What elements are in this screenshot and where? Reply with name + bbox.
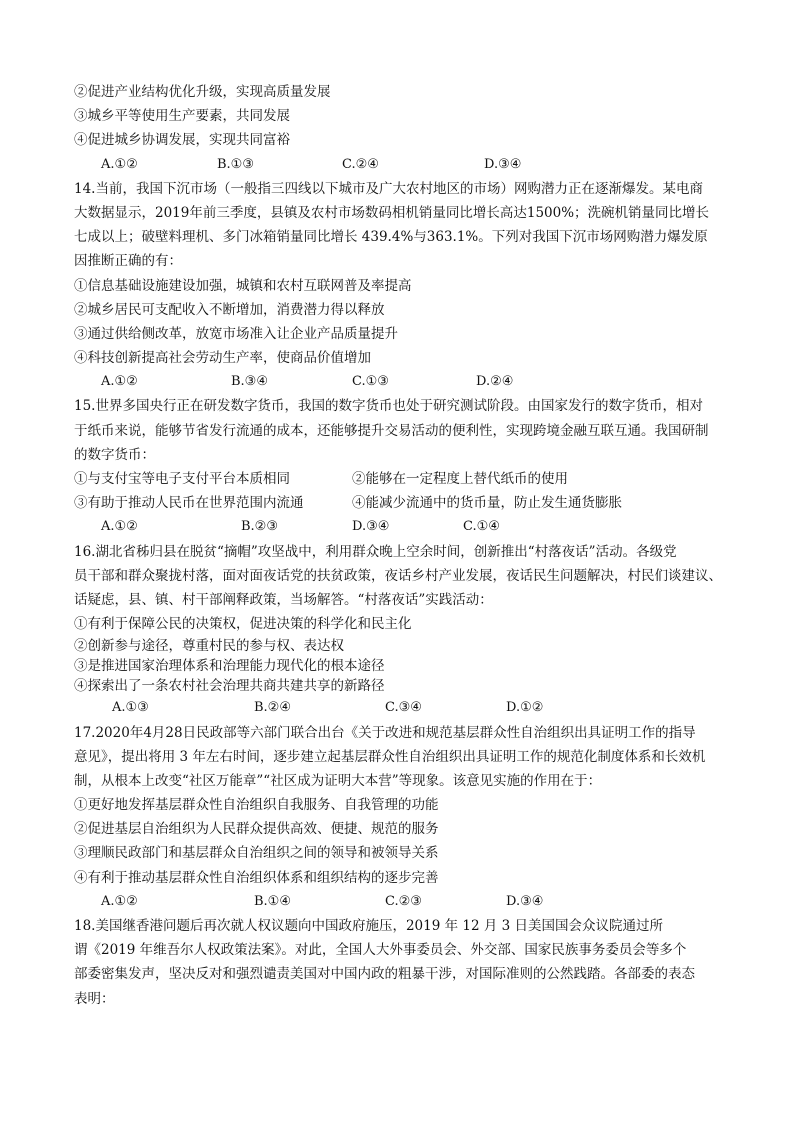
option-line: ④促进城乡协调发展，实现共同富裕 <box>74 132 290 149</box>
exam-page <box>74 80 734 1011</box>
option-line: ③城乡平等使用生产要素，共同发展 <box>74 108 290 125</box>
option-line: ①更好地发挥基层群众性自治组织自我服务、自我管理的功能 <box>74 797 439 814</box>
choice-d: D.③④ <box>506 893 544 909</box>
question-15-choices <box>74 515 734 539</box>
option-line: ④科技创新提高社会劳动生产率，使商品价值增加 <box>74 350 371 367</box>
choice-c: C.①④ <box>463 519 500 535</box>
choice-c: C.②③ <box>385 893 422 909</box>
question-16-choices <box>74 696 734 720</box>
question-stem-line: 14.当前，我国下沉市场（一般指三四线以下城市及广大农村地区的市场）网购潜力正在逐渐爆发。某电商 <box>74 180 703 197</box>
choice-b: B.①④ <box>254 893 291 909</box>
choice-a: A.①② <box>101 519 138 535</box>
choice-b: B.③④ <box>231 374 268 390</box>
question-16 <box>74 540 734 721</box>
option-4: ④能减少流通中的货币量，防止发生通货膨胀 <box>352 495 622 512</box>
option-line: ③理顺民政部门和基层群众自治组织之间的领导和被领导关系 <box>74 845 439 862</box>
question-stem-line: 部委密集发声，坚决反对和强烈谴责美国对中国内政的粗暴干涉，对国际准则的公然践踏。各部委的表态 <box>74 966 695 983</box>
question-18 <box>74 914 734 1011</box>
choice-b: B.①③ <box>217 156 254 172</box>
choice-a: A.①② <box>101 156 138 172</box>
question-stem-line: 大数据显示，2019年前三季度，县镇及农村市场数码相机销量同比增长高达1500%；洗碗机销量同比增长 <box>74 204 710 221</box>
choice-a: A.①③ <box>112 700 149 716</box>
question-stem-line: 话疑虑，县、镇、村干部阐释政策，当场解答。“村落夜话”实践活动： <box>74 591 493 608</box>
option-line: ②促进基层自治组织为人民群众提供高效、便捷、规范的服务 <box>74 821 439 838</box>
choice-a: A.①② <box>101 893 138 909</box>
question-15-options-row-1 <box>74 467 734 491</box>
choice-c: C.①③ <box>352 374 389 390</box>
question-stem-line: 谓《2019 年维吾尔人权政策法案》。对此，全国人大外事委员会、外交部、国家民族事务委员会等多个 <box>74 942 687 959</box>
question-stem-line: 于纸币来说，能够节省发行流通的成本，还能够提升交易活动的便利性，实现跨境金融互联互通。我国研制 <box>74 422 709 439</box>
question-14 <box>74 177 734 395</box>
question-stem-line: 16.湖北省秭归县在脱贫“摘帽”攻坚战中，利用群众晚上空余时间，创新推出“村落夜话”活动。各级党 <box>74 543 677 560</box>
choice-c: C.②④ <box>342 156 379 172</box>
option-line: ③通过供给侧改革，放宽市场准入让企业产品质量提升 <box>74 325 398 342</box>
choice-b: B.②④ <box>254 700 291 716</box>
option-line: ②促进产业结构优化升级，实现高质量发展 <box>74 84 331 100</box>
option-1: ①与支付宝等电子支付平台本质相同 <box>74 471 290 487</box>
question-stem-line: 18.美国继香港问题后再次就人权议题向中国政府施压，2019 年 12 月 3 日美国国会众议院通过所 <box>74 918 664 934</box>
question-stem-line: 制，从根本上改变“社区万能章”“社区成为证明大本营”等现象。该意见实施的作用在于： <box>74 772 602 789</box>
option-line: ①有利于保障公民的决策权，促进决策的科学化和民主化 <box>74 616 412 633</box>
question-14-choices <box>74 370 734 394</box>
question-stem-line: 15.世界多国央行正在研发数字货币，我国的数字货币也处于研究测试阶段。由国家发行的数字货币，相对 <box>74 398 703 415</box>
option-line: ①信息基础设施建设加强，城镇和农村互联网普及率提高 <box>74 277 412 294</box>
option-line: ③是推进国家治理体系和治理能力现代化的根本途径 <box>74 658 385 675</box>
question-stem-line: 意见》，提出将用 3 年左右时间，逐步建立起基层群众性自治组织出具证明工作的规范化制度体系和长效机 <box>74 748 706 765</box>
question-stem-line: 的数字货币： <box>74 446 155 463</box>
option-line: ④探索出了一条农村社会治理共商共建共享的新路径 <box>74 678 385 695</box>
question-stem-line: 七成以上；破壁料理机、多门冰箱销量同比增长 439.4%与363.1%。下列对我国下沉市场网购潜力爆发原 <box>74 229 708 246</box>
choice-d: D.②④ <box>476 374 514 390</box>
choice-d: D.③④ <box>484 156 522 172</box>
question-stem-line: 17.2020年4月28日民政部等六部门联合出台《关于改进和规范基层群众性自治组织出具证明工作的指导 <box>74 724 696 741</box>
choice-c: C.③④ <box>385 700 422 716</box>
question-13-options <box>74 80 734 153</box>
question-stem-line: 因推断正确的有： <box>74 253 182 270</box>
option-line: ②城乡居民可支配收入不断增加，消费潜力得以释放 <box>74 301 385 318</box>
choice-d: D.③④ <box>352 519 390 535</box>
question-15-options-row-2 <box>74 491 734 515</box>
question-13-choices <box>74 153 734 177</box>
question-15 <box>74 394 734 539</box>
choice-a: A.①② <box>101 374 138 390</box>
option-line: ④有利于推动基层群众性自治组织体系和组织结构的逐步完善 <box>74 869 439 886</box>
option-3: ③有助于推动人民币在世界范围内流通 <box>74 495 304 512</box>
choice-b: B.②③ <box>241 519 278 535</box>
question-stem-line: 表明： <box>74 990 115 1007</box>
question-stem-line: 员干部和群众聚拢村落，面对面夜话党的扶贫政策，夜话乡村产业发展，夜话民生问题解决，村民们谈建议、 <box>74 567 722 584</box>
question-17-choices <box>74 890 734 914</box>
option-2: ②能够在一定程度上替代纸币的使用 <box>352 471 568 487</box>
option-line: ②创新参与途径，尊重村民的参与权、表达权 <box>74 638 344 655</box>
choice-d: D.①② <box>506 700 544 716</box>
question-17 <box>74 721 734 915</box>
